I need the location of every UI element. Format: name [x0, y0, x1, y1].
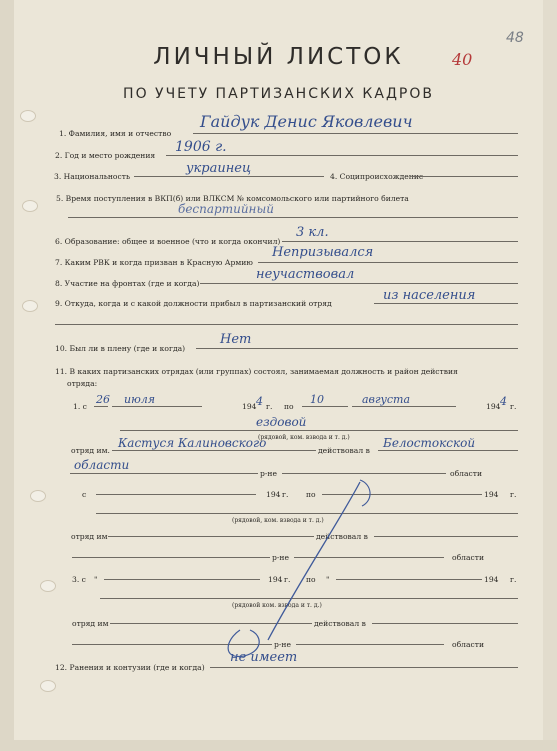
field-12-label: 12. Ранения и контузии (где и когда)	[55, 663, 205, 672]
field-10-value: Нет	[220, 332, 252, 347]
cancel-stroke-1	[268, 482, 360, 640]
cancel-stroke-3	[360, 480, 370, 506]
entry-1-to-day: 10	[310, 393, 324, 406]
entry-1-from-year-suffix: 4	[256, 395, 263, 408]
field-1-label: 1. Фамилия, имя и отчество	[59, 129, 172, 138]
entry-3-role-caption: (рядовой ком. взвода и т. д.)	[232, 602, 322, 609]
entry-3-to-year: 194	[484, 575, 499, 584]
field-11-label: 11. В каких партизанских отрядах (или группах) состоял, занимаемая должность и район действия	[55, 367, 458, 376]
field-4-label: 4. Соципроисхождение	[330, 172, 424, 181]
entry-1-from-month: июля	[124, 393, 156, 406]
entry-1-to-label: по	[284, 402, 294, 411]
entry-3-to-year-word: г.	[510, 575, 517, 584]
entry-1-region-label: области	[450, 469, 483, 478]
entry-1-role: ездовой	[256, 415, 307, 429]
cancel-stroke-2	[228, 630, 259, 657]
entry-1-rne-label: р-не	[260, 469, 277, 478]
field-12-value: не имеет	[230, 650, 298, 665]
title-correction-mark: 40	[452, 50, 473, 69]
field-7-value: Непризывался	[272, 245, 374, 260]
field-8-value: неучаствовал	[256, 267, 355, 282]
entry-2-from-year: 194	[266, 490, 281, 499]
field-6-label: 6. Образование: общее и военное (что и когда окончил)	[55, 237, 281, 246]
entry-2-role-caption: (рядовой, ком. взвода и т. д.)	[232, 517, 324, 524]
entry-2-year-word: г.	[282, 490, 289, 499]
entry-2-rne-label: р-не	[272, 553, 289, 562]
entry-3-acted-label: действовал в	[314, 619, 366, 628]
field-2-value: 1906 г.	[175, 139, 227, 155]
field-2-label: 2. Год и место рождения	[55, 151, 156, 160]
entry-1-otr-name: Кастуся Калиновского	[118, 436, 267, 450]
entry-3-year-word: г.	[284, 575, 291, 584]
field-10-label: 10. Был ли в плену (где и когда)	[55, 344, 186, 353]
entry-1-to-month: августа	[362, 393, 411, 406]
entry-1-region-value: области	[74, 458, 130, 472]
entry-2-region-label: области	[452, 553, 485, 562]
document-subtitle: ПО УЧЕТУ ПАРТИЗАНСКИХ КАДРОВ	[123, 86, 434, 102]
entry-3-region-label: области	[452, 640, 485, 649]
entry-1-otr-label: отряд им.	[71, 446, 110, 455]
archive-number: 48	[506, 30, 524, 46]
entry-2-acted-label: действовал в	[316, 532, 368, 541]
field-3-value: украинец	[186, 161, 252, 176]
document-title: ЛИЧНЫЙ ЛИСТОК	[153, 44, 404, 70]
entry-1-acted-label: действовал в	[318, 446, 370, 455]
entry-3-rne-label: р-не	[274, 640, 291, 649]
entry-1-to-year: 194	[486, 402, 501, 411]
entry-3-to-label: по	[306, 575, 316, 584]
entry-3-quote: "	[94, 575, 98, 584]
entry-2-otr-label: отряд им	[71, 532, 108, 541]
entry-1-from-day: 26	[96, 393, 110, 406]
field-5-value: беспартийный	[178, 202, 274, 216]
entry-1-acted-value: Белостокской	[383, 436, 476, 450]
entry-2-to-label: по	[306, 490, 316, 499]
field-9-value: из населения	[383, 288, 476, 303]
entry-1-num: 1. с	[73, 402, 87, 411]
entry-3-otr-label: отряд им	[72, 619, 109, 628]
field-9-label: 9. Откуда, когда и с какой должности прибыл в партизанский отряд	[55, 299, 332, 308]
entry-3-quote-to: "	[326, 575, 330, 584]
entry-2-to-year: 194	[484, 490, 499, 499]
entry-1-to-year-suffix: 4	[500, 395, 507, 408]
field-8-label: 8. Участие на фронтах (где и когда)	[55, 279, 200, 288]
entry-1-to-year-word: г.	[510, 402, 517, 411]
entry-1-role-caption: (рядовой, ком. взвода и т. д.)	[258, 434, 350, 441]
entry-3-num: 3. с	[72, 575, 86, 584]
field-3-label: 3. Национальность	[54, 172, 131, 181]
field-5-label: 5. Время поступления в ВКП(б) или ВЛКСМ № комсомольского или партийного билета	[56, 194, 409, 203]
entry-1-year-word: г.	[266, 402, 273, 411]
field-11-label-cont: отряда:	[67, 379, 98, 388]
field-6-value: 3 кл.	[296, 225, 329, 240]
field-1-value: Гайдук Денис Яковлевич	[200, 112, 413, 131]
entry-1-from-year: 194	[242, 402, 257, 411]
entry-2-to-year-word: г.	[510, 490, 517, 499]
entry-2-num: с	[82, 490, 87, 499]
field-7-label: 7. Каким РВК и когда призван в Красную Армию	[55, 258, 253, 267]
entry-3-from-year: 194	[268, 575, 283, 584]
